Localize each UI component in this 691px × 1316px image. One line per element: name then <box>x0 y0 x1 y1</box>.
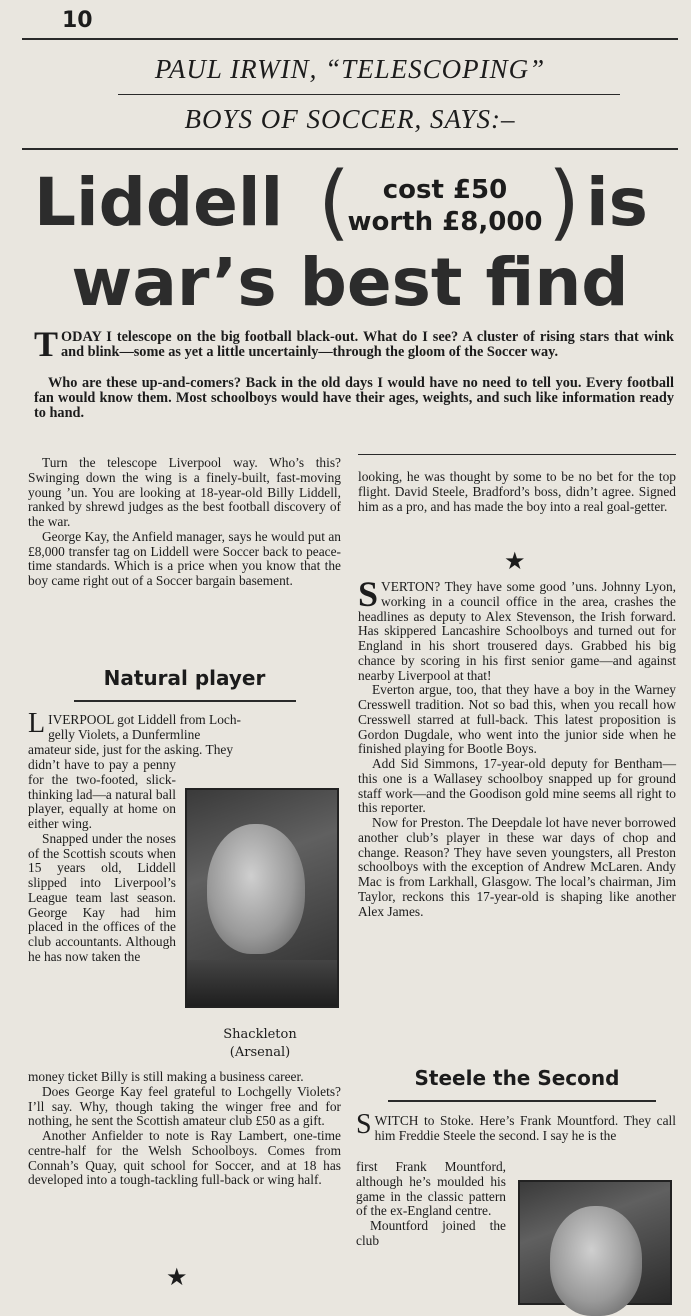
right-dropcap-s: S <box>356 1109 372 1140</box>
left-column-bottom <box>28 1070 341 1188</box>
right-star-icon: ★ <box>504 549 526 575</box>
left-paragraph-6: Another Anfielder to note is Ray Lambert, one-time centre-half for the Welsh Schoolboys. Comes from Connah’s Quay, quit school for Soccer, and at 18 has developed into a tough-tackling full-back or wing half. <box>28 1128 341 1188</box>
intro-paragraph <box>34 324 674 364</box>
kicker-rule <box>118 94 620 95</box>
left-narrow-paragraph-1: didn’t have to pay a penny for the two-footed, slick-thinking lad—a natural ball player, equally at home on either wing. <box>28 757 176 831</box>
left-paragraph-5: Does George Kay feel grateful to Lochgelly Violets? I’ll say. Why, though taking the winger free and for nothing, he sent the Scottish amateur club £50 as a gift. <box>28 1083 341 1129</box>
photo-caption-name: Shackleton <box>223 1027 297 1042</box>
intro-dropcap: T <box>34 324 59 364</box>
headline-cost: cost £50 <box>382 175 508 205</box>
left-liverpool-line-1: IVERPOOL got Liddell from Loch- <box>48 712 241 727</box>
subhead-natural-player: Natural player <box>103 666 266 690</box>
left-column-top <box>28 456 341 589</box>
right-column-stoke <box>356 1109 676 1144</box>
right-paragraph-1: looking, he was thought by some to be no bet for the top flight. David Steele, Bradford’s boss, didn’t agree. Signed him as a pro, and has made the boy into a real goal-getter. <box>358 469 676 514</box>
headline-close-paren: ) <box>548 155 580 250</box>
right-paragraph-6: WITCH to Stoke. Here’s Frank Mountford. They call him Freddie Steele the second. I say he is the <box>374 1113 676 1143</box>
subhead-rule-right <box>388 1100 656 1102</box>
intro-text-1: ODAY I telescope on the big football black-out. What do I see? A cluster of rising stars that wink and blink—some as yet a little uncertainly—through the gloom of the Soccer way. <box>61 329 674 361</box>
subhead-steele-the-second: Steele the Second <box>414 1066 620 1090</box>
right-narrow-paragraph-2: Mountford joined the club <box>356 1218 506 1248</box>
right-dropcap-e: S <box>358 574 379 614</box>
left-narrow-paragraph-2: Snapped under the noses of the Scottish scouts when 15 years old, Liddell slipped into Liverpool’s League team last season. George Kay had him placed in the offices of the club accountants. Although he has now taken the <box>28 830 176 964</box>
photo-face-2 <box>550 1206 642 1316</box>
left-liverpool-line-2: gelly Violets, a Dunfermline <box>48 726 201 742</box>
right-paragraph-3: Everton argue, too, that they have a boy in the Warney Cresswell tradition. Not so bad this, when you recall how Cresswell starred at full-back. This latest proposition is Gordon Dugdale, who went into the junior side when he finished playing for Bootle Boys. <box>358 682 676 757</box>
right-narrow-paragraph-1: first Frank Mountford, although he’s moulded his game in the classic pattern of the ex-England centre. <box>356 1159 506 1219</box>
headline-word-liddell: Liddell <box>34 164 284 241</box>
photo-shirt <box>187 960 337 1006</box>
left-narrow-column <box>28 758 176 965</box>
left-paragraph-1: Turn the telescope Liverpool way. Who’s this? Swinging down the wing is a finely-built, fast-moving young ’un. You are looking at 18-year-old Billy Liddell, ranked by shrewd judges as the best football discovery of the war. <box>28 455 341 529</box>
left-paragraph-4-end: money ticket Billy is still making a business career. <box>28 1069 304 1084</box>
right-column-top-rule <box>358 454 676 455</box>
kicker-line-1: PAUL IRWIN, “TELESCOPING” <box>154 54 546 84</box>
right-column-everton <box>358 574 676 919</box>
intro-paragraph-2: Who are these up-and-comers? Back in the old days I would have no need to tell you. Every football fan would know them. Most schoolboys would have their ages, weights, and such like information ready to hand. <box>34 375 674 422</box>
left-liverpool-line-3: amateur side, just for the asking. They <box>28 741 234 757</box>
right-paragraph-5: Now for Preston. The Deepdale lot have never borrowed another club’s player in these war days of chop and change. Reason? They have seven youngsters, all Preston schoolboys with the exception of Andrew McLaren. Andy Mac is from Larkhall, Glasgow. The local’s chairman, Jim Taylor, reckons this 17-year-old is shaping like another Alex James. <box>358 815 676 919</box>
page-number: 10 <box>62 8 93 33</box>
left-star-icon: ★ <box>166 1265 188 1291</box>
headline-line-2: war’s best find <box>71 244 629 321</box>
right-column-top <box>358 470 676 514</box>
mountford-photo <box>518 1180 672 1305</box>
left-liverpool-intro <box>28 708 341 757</box>
photo-face <box>207 824 305 954</box>
kicker-line-2: BOYS OF SOCCER, SAYS:– <box>184 104 516 134</box>
left-dropcap: L <box>28 708 46 739</box>
headline-word-is: is <box>586 164 648 241</box>
shackleton-photo <box>185 788 339 1008</box>
subhead-rule <box>74 700 296 702</box>
right-narrow-column <box>356 1160 506 1249</box>
headline-worth: worth £8,000 <box>347 207 543 237</box>
photo-caption-club: (Arsenal) <box>229 1045 291 1060</box>
headline-open-paren: ( <box>318 155 350 250</box>
left-paragraph-2: George Kay, the Anfield manager, says he would put an £8,000 transfer tag on Liddell were Soccer back to peace-time standards. Which is a price when you know that the boy came right out of a Soccer bargain basement. <box>28 528 341 588</box>
right-paragraph-2: VERTON? They have some good ’uns. Johnny Lyon, working in a council office in the area, crashes the headlines as deputy to Alex Stevenson, the Irish forward. Has skippered Lancashire Schoolboys and turned out for England in his short trousered days. Grabbed his big chance by scoring in his first senior game—and against nearby Liverpool at that! <box>358 579 676 683</box>
headline-top-rule <box>22 148 678 150</box>
top-rule <box>22 38 678 40</box>
right-paragraph-4: Add Sid Simmons, 17-year-old deputy for Bentham—this one is a Wallasey schoolboy snapped up for ground staff work—and the Goodison gold mine seems all right to this reporter. <box>358 756 676 816</box>
